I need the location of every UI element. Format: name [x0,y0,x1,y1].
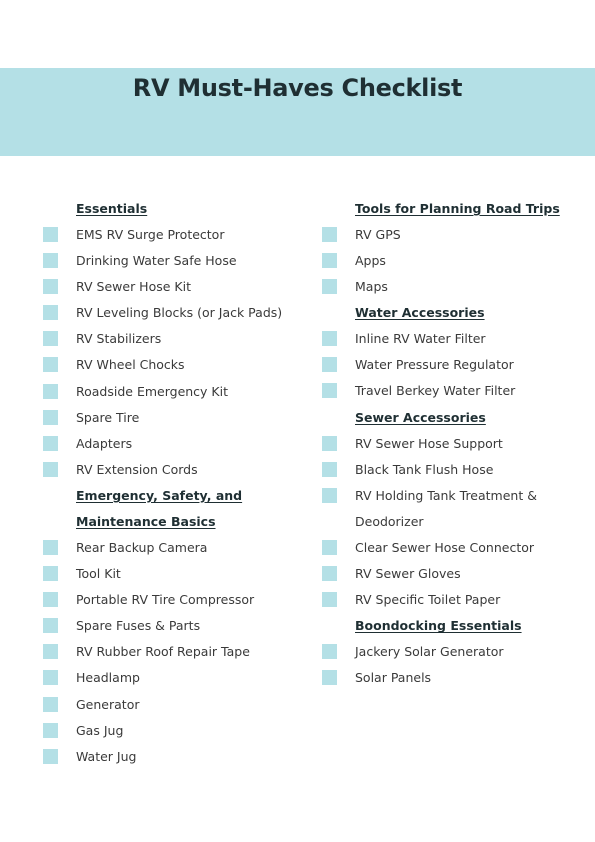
section-heading-boondocking: Boondocking Essentials [355,618,522,634]
checklist-item[interactable]: Apps [322,248,582,274]
checkbox[interactable] [322,279,337,294]
checkbox[interactable] [322,436,337,451]
checkbox[interactable] [322,462,337,477]
checkbox[interactable] [43,618,58,633]
checklist-item[interactable]: Spare Tire [43,405,293,431]
checkbox[interactable] [43,357,58,372]
checkbox[interactable] [43,723,58,738]
section-heading-sewer: Sewer Accessories [355,409,486,425]
checkbox[interactable] [43,697,58,712]
checklist-item[interactable]: RV Wheel Chocks [43,352,293,378]
checkbox[interactable] [322,644,337,659]
checklist-item[interactable]: Maps [322,274,582,300]
checklist-item[interactable]: Rear Backup Camera [43,535,293,561]
section-heading-emergency-line2: Maintenance Basics [76,513,216,529]
checklist-item[interactable]: Solar Panels [322,665,582,691]
checklist-item[interactable]: RV Holding Tank Treatment & Deodorizer [322,483,582,535]
checkbox[interactable] [43,644,58,659]
checklist-item[interactable]: Roadside Emergency Kit [43,379,293,405]
checklist-item[interactable]: Inline RV Water Filter [322,326,582,352]
checkbox[interactable] [322,670,337,685]
checklist-item[interactable]: Gas Jug [43,718,293,744]
checkbox[interactable] [43,670,58,685]
left-column [43,196,293,770]
checklist-item[interactable]: EMS RV Surge Protector [43,222,293,248]
checklist-item[interactable]: RV Sewer Gloves [322,561,582,587]
checkbox[interactable] [322,331,337,346]
checklist-item[interactable]: RV Extension Cords [43,457,293,483]
checkbox[interactable] [43,410,58,425]
section-heading-essentials: Essentials [76,201,148,216]
checklist-item[interactable]: Jackery Solar Generator [322,639,582,665]
checklist-item[interactable]: Drinking Water Safe Hose [43,248,293,274]
checklist-item[interactable]: RV Sewer Hose Support [322,431,582,457]
checklist-item[interactable]: RV Rubber Roof Repair Tape [43,639,293,665]
checklist-item[interactable]: Generator [43,692,293,718]
checklist-item[interactable]: Spare Fuses & Parts [43,613,293,639]
checkbox[interactable] [43,540,58,555]
checkbox[interactable] [43,305,58,320]
checkbox[interactable] [322,253,337,268]
checkbox[interactable] [322,383,337,398]
section-heading-emergency-line1: Emergency, Safety, and [76,487,243,503]
checklist-item[interactable]: RV Specific Toilet Paper [322,587,582,613]
checkbox[interactable] [322,566,337,581]
checklist-item[interactable]: Headlamp [43,665,293,691]
checklist-item[interactable]: RV Stabilizers [43,326,293,352]
checkbox[interactable] [322,357,337,372]
checkbox[interactable] [43,592,58,607]
checklist-item[interactable]: Adapters [43,431,293,457]
checklist-item[interactable]: Black Tank Flush Hose [322,457,582,483]
right-column [322,196,582,691]
page-title: RV Must-Haves Checklist [132,74,463,102]
checklist-item[interactable]: Travel Berkey Water Filter [322,378,582,404]
checklist-item[interactable]: Tool Kit [43,561,293,587]
checklist-item[interactable]: Clear Sewer Hose Connector [322,535,582,561]
checklist-item[interactable]: RV Sewer Hose Kit [43,274,293,300]
checkbox[interactable] [43,253,58,268]
checklist-item[interactable]: RV GPS [322,222,582,248]
checkbox[interactable] [322,540,337,555]
checkbox[interactable] [43,331,58,346]
checkbox[interactable] [43,749,58,764]
checkbox[interactable] [322,227,337,242]
checklist-item[interactable]: Water Pressure Regulator [322,352,582,378]
checklist-item[interactable]: Water Jug [43,744,293,770]
checkbox[interactable] [43,566,58,581]
checkbox[interactable] [43,436,58,451]
checkbox[interactable] [43,462,58,477]
section-heading-tools: Tools for Planning Road Trips [355,201,560,216]
checkbox[interactable] [43,227,58,242]
checkbox[interactable] [43,384,58,399]
checkbox[interactable] [322,488,337,503]
checklist-item[interactable]: RV Leveling Blocks (or Jack Pads) [43,300,293,326]
checkbox[interactable] [43,279,58,294]
section-heading-water: Water Accessories [355,305,485,321]
checkbox[interactable] [322,592,337,607]
checklist-item[interactable]: Portable RV Tire Compressor [43,587,293,613]
